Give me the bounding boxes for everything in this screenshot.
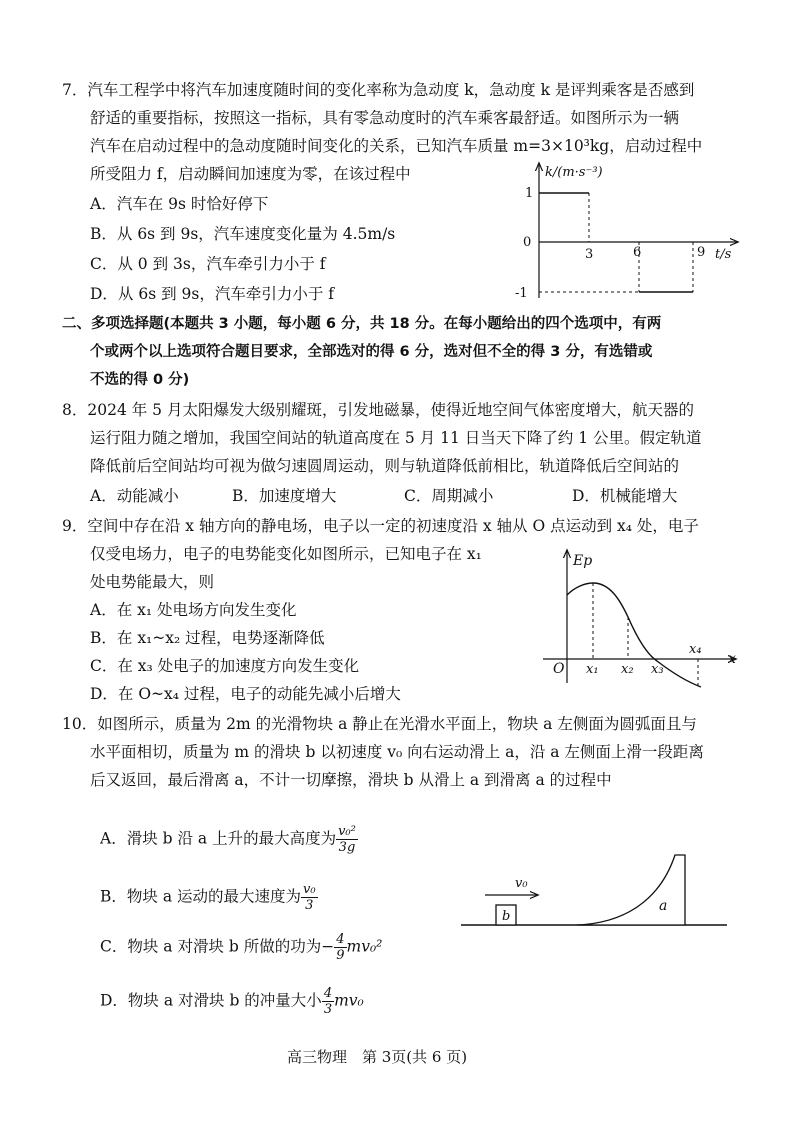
q7-x-label: t/s	[715, 247, 732, 262]
q7-stem-line-3: 汽车在启动过程中的急动度随时间变化的关系，已知汽车质量 m=3×10³kg，启动过程中	[90, 137, 703, 155]
q10-option-c	[100, 932, 382, 963]
q10-option-d-den: 3	[323, 1002, 333, 1017]
q9-option-d: D．在 O~x₄ 过程，电子的动能先减小后增大	[90, 685, 401, 703]
q9-option-c: C．在 x₃ 处电子的加速度方向发生变化	[90, 657, 360, 675]
q7-origin: 0	[523, 235, 532, 250]
q10-option-a-text: A．滑块 b 沿 a 上升的最大高度为	[100, 829, 337, 848]
q10-option-b-fraction	[301, 882, 318, 913]
q10-option-a-fraction	[336, 824, 358, 855]
q7-stem-line-4: 所受阻力 f，启动瞬间加速度为零，在该过程中	[90, 165, 411, 183]
q7-stem-line-1: 7．汽车工程学中将汽车加速度随时间的变化率称为急动度 k，急动度 k 是评判乘客是否感到	[62, 81, 695, 99]
q9-tick-x2: x₂	[621, 662, 634, 677]
q7-stem-line-2: 舒适的重要指标，按照这一指标，具有零急动度时的汽车乘客最舒适。如图所示为一辆	[90, 109, 680, 127]
q7-jerk-graph	[505, 158, 745, 308]
q9-potential-energy-graph	[535, 545, 745, 695]
q10-option-a-den: 3g	[338, 840, 356, 855]
q10-option-b	[100, 882, 318, 913]
q10-option-d	[100, 986, 364, 1017]
q7-tick-x-9: 9	[697, 245, 706, 260]
section2-line-2: 个或两个以上选项符合题目要求，全部选对的得 6 分，选对但不全的得 3 分，有选错或	[90, 344, 653, 360]
q10-option-b-text: B．物块 a 运动的最大速度为	[100, 887, 301, 906]
section2-line-3: 不选的得 0 分)	[90, 372, 190, 388]
q9-stem-line-1: 9．空间中存在沿 x 轴方向的静电场，电子以一定的初速度沿 x 轴从 O 点运动到 x₄ 处，电子	[62, 517, 699, 535]
q10-block-b-label: b	[502, 909, 511, 924]
q10-blocks-figure	[455, 845, 735, 935]
q8-option-d: D．机械能增大	[572, 487, 678, 505]
q9-option-b: B．在 x₁~x₂ 过程，电势逐渐降低	[90, 629, 325, 647]
q10-option-c-den: 9	[336, 948, 345, 963]
q10-option-b-num: v₀	[303, 882, 316, 897]
q10-option-a	[100, 824, 358, 855]
q9-tick-x4: x₄	[689, 642, 702, 657]
q9-origin: O	[553, 661, 565, 677]
q8-stem-line-3: 降低前后空间站均可视为做匀速圆周运动，则与轨道降低前相比，轨道降低后空间站的	[90, 457, 680, 475]
q8-option-b: B．加速度增大	[232, 487, 337, 505]
q10-option-d-text: D．物块 a 对滑块 b 的冲量大小	[100, 991, 322, 1010]
q10-option-b-den: 3	[305, 898, 314, 913]
q10-option-d-fraction	[322, 986, 334, 1017]
q10-option-c-text: C．物块 a 对滑块 b 所做的功为−	[100, 937, 335, 956]
q10-option-d-tail: mv₀	[334, 991, 364, 1010]
q9-y-label: Ep	[573, 553, 593, 569]
q7-tick-y-neg1: -1	[515, 286, 528, 301]
q8-stem-line-2: 运行阻力随之增加，我国空间站的轨道高度在 5 月 11 日当天下降了约 1 公里。假定轨道	[90, 429, 702, 447]
q9-tick-x3: x₃	[651, 662, 664, 677]
q10-option-c-num: 4	[336, 932, 345, 947]
q10-option-d-num: 4	[323, 986, 333, 1001]
page-footer: 高三物理 第 3页(共 6 页)	[287, 1048, 468, 1066]
q10-velocity-label: v₀	[515, 876, 528, 891]
q7-tick-x-6: 6	[633, 245, 642, 260]
q7-option-b: B．从 6s 到 9s，汽车速度变化量为 4.5m/s	[90, 225, 396, 243]
q10-stem-line-1: 10．如图所示，质量为 2m 的光滑物块 a 静止在光滑水平面上，物块 a 左侧面为圆弧面且与	[62, 715, 697, 733]
q10-option-c-fraction	[334, 932, 346, 963]
q8-option-c: C．周期减小	[404, 487, 494, 505]
q10-option-a-num: v₀²	[338, 824, 356, 839]
q7-y-label: k/(m·s⁻³)	[545, 165, 603, 180]
q7-option-c: C．从 0 到 3s，汽车牵引力小于 f	[90, 255, 326, 273]
q8-stem-line-1: 8．2024 年 5 月太阳爆发大级别耀斑，引发地磁暴，使得近地空间气体密度增大，航天器的	[62, 401, 694, 419]
q7-option-d: D．从 6s 到 9s，汽车牵引力小于 f	[90, 285, 335, 303]
q9-x-label: x	[728, 651, 736, 667]
q10-option-c-tail: mv₀²	[346, 937, 383, 956]
section2-line-1: 二、多项选择题(本题共 3 小题，每小题 6 分，共 18 分。在每小题给出的四个选项中，有两	[62, 316, 662, 332]
q7-option-a: A．汽车在 9s 时恰好停下	[90, 195, 269, 213]
q9-stem-line-3: 处电势能最大，则	[90, 573, 215, 591]
q10-stem-line-2: 水平面相切，质量为 m 的滑块 b 以初速度 v₀ 向右运动滑上 a，沿 a 左侧面上滑一段距离	[90, 743, 704, 761]
q8-option-a: A．动能减小	[90, 487, 179, 505]
q10-stem-line-3: 后又返回，最后滑离 a，不计一切摩擦，滑块 b 从滑上 a 到滑离 a 的过程中	[90, 771, 612, 789]
q10-block-a	[577, 855, 685, 925]
q7-tick-y-1: 1	[525, 186, 534, 201]
q9-option-a: A．在 x₁ 处电场方向发生变化	[90, 601, 297, 619]
q9-tick-x1: x₁	[586, 662, 599, 677]
q9-stem-line-2: 仅受电场力，电子的电势能变化如图所示，已知电子在 x₁	[90, 545, 482, 563]
q7-tick-x-3: 3	[585, 247, 594, 262]
q10-block-a-label: a	[659, 898, 668, 914]
